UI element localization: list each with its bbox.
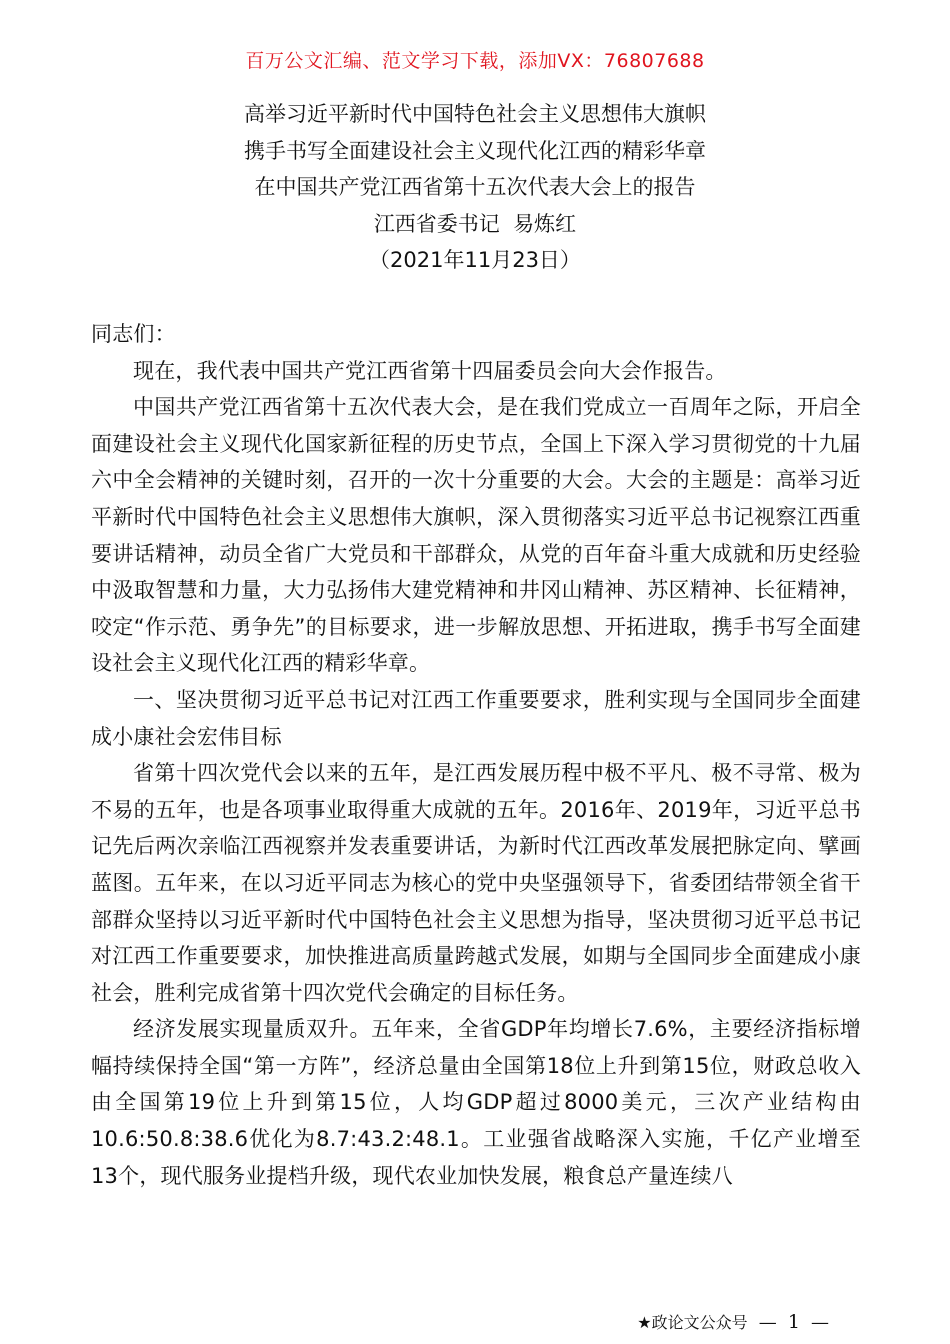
paragraph: 现在，我代表中国共产党江西省第十四届委员会向大会作报告。: [133, 358, 727, 383]
paragraph: 中国共产党江西省第十五次代表大会，是在我们党成立一百周年之际，开启全面建设社会主义现代化国家新征程的历史节点，全国上下深入学习贯彻党的十九届六中全会精神的关键时刻，召开的一次十分重要的大会。大会的主题是：高举习近平新时代中国特色社会主义思想伟大旗帜，深入贯彻落实习近平总书记视察江西重要讲话精神，动员全省广大党员和干部群众，从党的百年奋斗重大成就和历史经验中汲取智慧和力量，大力弘扬伟大建党精神和井冈山精神、苏区精神、长征精神，咬定“作示范、勇争先”的目标要求，进一步解放思想、开拓进取，携手书写全面建设社会主义现代化江西的精彩华章。: [91, 395, 861, 676]
title-line-1: 高举习近平新时代中国特色社会主义思想伟大旗帜: [244, 102, 706, 126]
paragraph: 省第十四次党代会以来的五年，是江西发展历程中极不平凡、极不寻常、极为不易的五年，也是各项事业取得重大成就的五年。2016年、2019年，习近平总书记先后两次亲临江西视察并发表重要讲话，为新时代江西改革发展把脉定向、擘画蓝图。五年来，在以习近平同志为核心的党中央坚强领导下，省委团结带领全省干部群众坚持以习近平新时代中国特色社会主义思想为指导，坚决贯彻习近平总书记对江西工作重要要求，加快推进高质量跨越式发展，如期与全国同步全面建成小康社会，胜利完成省第十四次党代会确定的目标任务。: [91, 761, 861, 1005]
paragraph: 经济发展实现量质双升。五年来，全省GDP年均增长7.6%，主要经济指标增幅持续保持全国“第一方阵”，经济总量由全国第18位上升到第15位，财政总收入由全国第19位上升到第15位，人均GDP超过8000美元，三次产业结构由10.6:50.8:38.6优化为8.7:43.2:48.1。工业强省战略深入实施，千亿产业增至13个，现代服务业提档升级，现代农业加快发展，粮食总产量连续八: [91, 1017, 861, 1188]
report-body: [91, 316, 861, 1194]
salutation: 同志们：: [91, 322, 176, 346]
section-heading: 一、坚决贯彻习近平总书记对江西工作重要要求，胜利实现与全国同步全面建成小康社会宏伟目标: [91, 687, 861, 749]
footer-dash-right: —: [811, 1312, 829, 1333]
title-line-3: 在中国共产党江西省第十五次代表大会上的报告: [254, 175, 696, 199]
footer-dash-left: —: [758, 1312, 777, 1333]
title-line-2: 携手书写全面建设社会主义现代化江西的精彩华章: [244, 138, 706, 163]
header-watermark-note: 百万公文汇编、范文学习下载，添加VX：76807688: [245, 50, 705, 72]
footer-source: ★政论文公众号: [637, 1313, 748, 1332]
date-line: （2021年11月23日）: [369, 248, 581, 272]
author-line: 江西省委书记 易炼红: [373, 211, 577, 236]
page-footer: [637, 1310, 835, 1333]
page-number: 1: [787, 1311, 800, 1333]
report-title-block: [0, 96, 950, 279]
